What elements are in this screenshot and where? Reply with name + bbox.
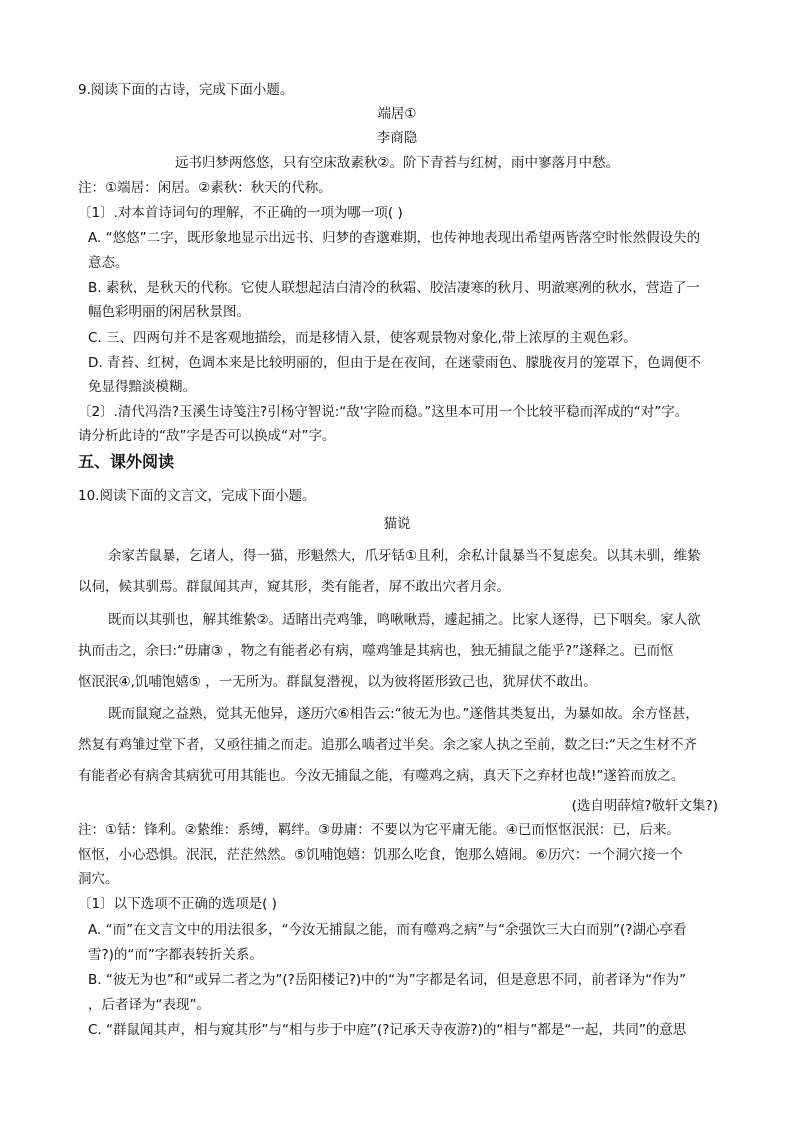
q10-option-b-cont: ，后者译为“表现”。 — [88, 997, 210, 1013]
q9-option-c: C. 三、四两句并不是客观地描绘，而是移情入景，使客观景物对象化,带上浓厚的主观色彩。 — [88, 330, 637, 346]
q10-sub1: 〔1〕以下选项不正确的选项是( ) — [78, 896, 277, 912]
question-9-stem: 9.阅读下面的古诗，完成下面小题。 — [78, 82, 294, 98]
q9-option-a: A. “悠悠”二字，既形象地显示出远书、归梦的杳邈难期，也传神地表现出希望两皆落空时怅然假设失的 — [88, 230, 701, 246]
passage-para3-line2: 然复有鸡雏过堂下者，又亟往捕之而走。追那么啮者过半矣。余之家人执之至前，数之曰:“天之生材不齐 — [78, 737, 698, 753]
q10-option-b: B. “彼无为也”和“或异二者之为”(?岳阳楼记?)中的“为”字都是名词，但是意思不同，前者译为“作为” — [88, 972, 687, 988]
q9-option-d: D. 青苔、红树，色调本来是比较明丽的，但由于是在夜间，在迷蒙雨色、朦胧夜月的笼罩下，色调便不 — [88, 355, 701, 371]
section-heading: 五、课外阅读 — [78, 452, 175, 471]
passage-source: (选自明薛煊?敬轩文集?) — [571, 798, 718, 814]
poem-notes: 注：①端居：闲居。②素秋：秋天的代称。 — [78, 180, 332, 196]
q9-sub1: 〔1〕.对本首诗词句的理解，不正确的一项为哪一项( ) — [78, 205, 403, 221]
poem-author: 李商隐 — [376, 130, 418, 146]
q9-sub2-cont: 请分析此诗的“敌”字是否可以换成“对”字。 — [78, 428, 336, 444]
passage-para3: 既而鼠窥之益熟，觉其无他异，遂历穴⑥相告云:“彼无为也。”遂偕其类复出，为暴如故。余方怪甚， — [108, 706, 699, 722]
passage-para3-line3: 有能者必有病舍其病犹可用其能也。今汝无捕鼠之能，有噬鸡之病，真天下之弃材也哉!”遂笞而放之。 — [78, 768, 685, 784]
passage-notes-cont: 怄怄，小心恐惧。泯泯，茫茫然然。⑤饥哺饱嬉：饥那么吃食，饱那么嬉闹。⑥历穴：一个洞穴接一个 — [78, 847, 683, 863]
poem-title: 端居① — [377, 106, 417, 122]
poem-text: 远书归梦两悠悠，只有空床敌素秋②。阶下青苔与红树，雨中寥落月中愁。 — [174, 155, 620, 171]
q9-option-b: B. 素秋，是秋天的代称。它使人联想起洁白清冷的秋霜、胶洁凄寒的秋月、明澈寒冽的秋水，营造了一 — [88, 280, 700, 296]
passage-para2: 既而以其驯也，解其维絷②。适睹出壳鸡雏，鸣啾啾焉，遽起捕之。比家人逐得，已下咽矣。家人欲 — [108, 612, 701, 628]
question-10-stem: 10.阅读下面的文言文，完成下面小题。 — [78, 488, 316, 504]
q9-option-d-cont: 免显得黯淡模糊。 — [88, 379, 196, 395]
passage-notes: 注：①铦：锋利。②絷维：系缚，羁绊。③毋庸：不要以为它平庸无能。④已而怄怄泯泯：已，后来。 — [78, 822, 680, 838]
q10-option-a: A. “而”在文言文中的用法很多，“今汝无捕鼠之能，而有噬鸡之病”与“余强饮三大白而别”(?湖心亭看 — [88, 922, 687, 938]
q10-option-c: C. “群鼠闻其声，相与窥其形”与“相与步于中庭”(?记承天寺夜游?)的“相与”都是“一起，共同”的意思 — [88, 1022, 687, 1038]
passage-notes-cont2: 洞穴。 — [78, 871, 119, 887]
passage-title: 猫说 — [383, 516, 411, 532]
passage-para1-cont: 以伺，候其驯焉。群鼠闻其声，窥其形，类有能者，屏不敢出穴者月余。 — [78, 579, 510, 595]
q10-option-a-cont: 雪?)的“而”字都表转折关系。 — [88, 947, 263, 963]
q9-option-a-cont: 意态。 — [88, 255, 129, 271]
q9-option-b-cont: 幅色彩明丽的闲居秋景图。 — [88, 304, 250, 320]
passage-para2-line2: 执而击之，余曰:“毋庸③ ，物之有能者必有病，噬鸡雏是其病也，独无捕鼠之能乎?”遂释之。已而怄 — [78, 643, 674, 659]
passage-para2-line3: 怄泯泯④,饥哺饱嬉⑤ ，一无所为。群鼠复潜视，以为彼将匿形致己也，犹屏伏不敢出。 — [78, 674, 597, 690]
passage-para1: 余家苦鼠暴，乞诸人，得一猫，形魁然大，爪牙铦①且利，余私计鼠暴当不复虑矣。以其未驯，维絷 — [108, 548, 701, 564]
q9-sub2: 〔2〕.清代冯浩?玉溪生诗笺注?引杨守智说:“敌'字险而稳。”这里本可用一个比较平稳而浑成的“对”字。 — [78, 404, 689, 420]
